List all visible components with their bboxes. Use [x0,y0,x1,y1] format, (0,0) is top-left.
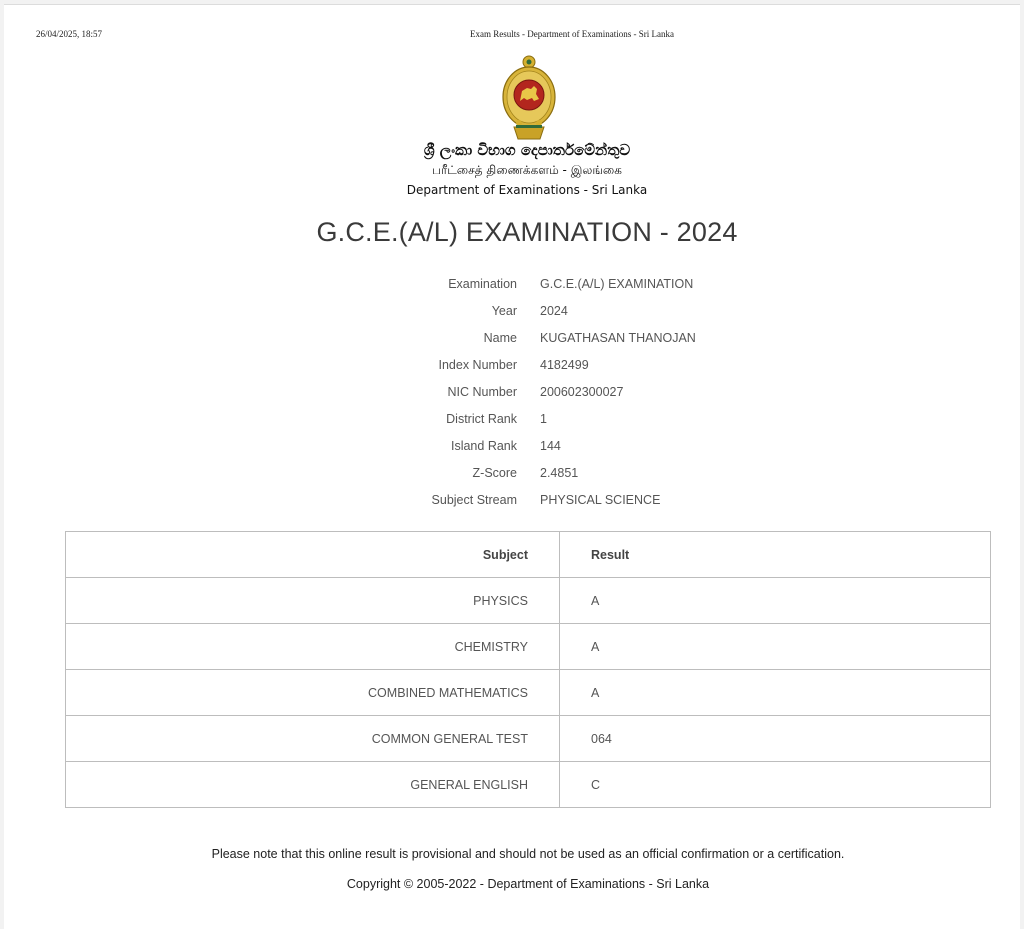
print-page-title: Exam Results - Department of Examinations - Sri Lanka [470,29,674,39]
detail-value: G.C.E.(A/L) EXAMINATION [540,277,694,291]
table-row [66,762,991,808]
detail-label: Subject Stream [431,493,517,507]
detail-value: 2.4851 [540,466,579,480]
detail-label: Year [491,304,517,318]
department-name-sinhala: ශ්‍රී ලංකා විභාග දෙපාර්තමේන්තුව [423,141,631,159]
sri-lanka-emblem-icon [494,53,564,141]
result-sheet [4,4,1020,929]
print-datetime: 26/04/2025, 18:57 [36,29,103,39]
provisional-note: Please note that this online result is provisional and should not be used as an official confirmation or a certification. [211,847,845,861]
detail-label: Examination [448,277,517,291]
table-row [66,578,991,624]
detail-value: KUGATHASAN THANOJAN [540,331,696,345]
detail-row-district-rank [304,412,804,432]
detail-value: PHYSICAL SCIENCE [540,493,661,507]
detail-row-examination [304,277,804,297]
detail-label: Island Rank [450,439,517,453]
table-row [66,716,991,762]
result-cell: 064 [560,716,991,762]
detail-row-name [304,331,804,351]
table-row [66,670,991,716]
detail-label: Z-Score [472,466,517,480]
department-name-tamil: பரீட்சைத் திணைக்களம் - இலங்கை [432,163,622,177]
detail-label: Index Number [438,358,517,372]
detail-row-island-rank [304,439,804,459]
result-column-header: Result [560,532,991,578]
table-row [66,624,991,670]
detail-row-index-number [304,358,804,378]
subject-cell: COMMON GENERAL TEST [66,716,560,762]
result-cell: A [560,578,991,624]
department-name-english: Department of Examinations - Sri Lanka [406,183,648,197]
result-cell: A [560,624,991,670]
detail-row-z-score [304,466,804,486]
result-cell: C [560,762,991,808]
detail-row-nic-number [304,385,804,405]
detail-value: 1 [540,412,547,426]
copyright-text: Copyright © 2005-2022 - Department of Examinations - Sri Lanka [346,877,710,891]
subject-cell: COMBINED MATHEMATICS [66,670,560,716]
detail-label: Name [483,331,517,345]
result-cell: A [560,670,991,716]
exam-heading: G.C.E.(A/L) EXAMINATION - 2024 [316,217,738,247]
detail-value: 200602300027 [540,385,624,399]
results-table [65,531,991,808]
detail-label: NIC Number [447,385,517,399]
results-header-row [66,532,991,578]
detail-value: 144 [540,439,561,453]
subject-cell: PHYSICS [66,578,560,624]
detail-row-year [304,304,804,324]
subject-cell: GENERAL ENGLISH [66,762,560,808]
detail-label: District Rank [446,412,517,426]
detail-row-subject-stream [304,493,804,513]
subject-cell: CHEMISTRY [66,624,560,670]
detail-value: 2024 [540,304,568,318]
detail-value: 4182499 [540,358,589,372]
subject-column-header: Subject [66,532,560,578]
